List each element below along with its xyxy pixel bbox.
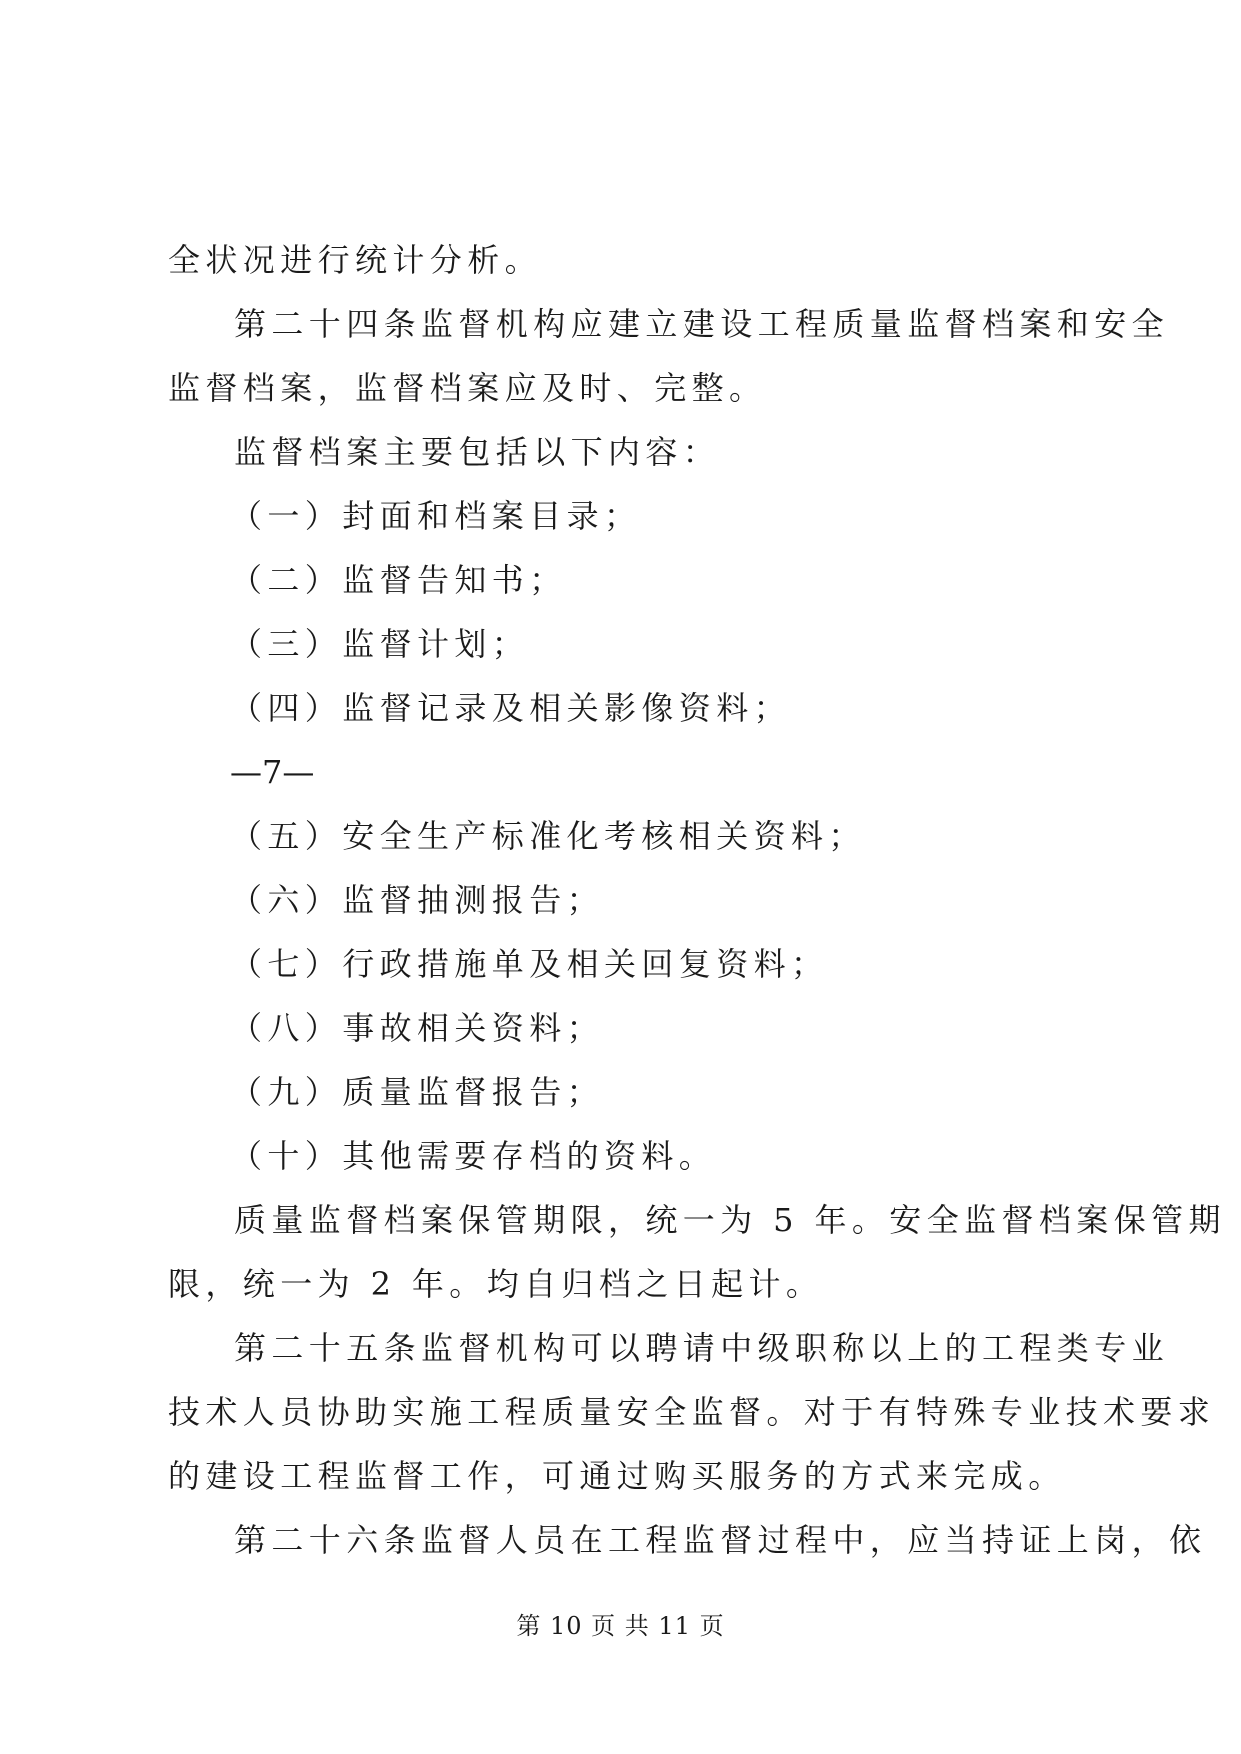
article-26-line-1: 第二十六条监督人员在工程监督过程中，应当持证上岗，依: [234, 1521, 1207, 1559]
list-item-2: （二）监督告知书；: [230, 561, 567, 599]
list-item-9: （九）质量监督报告；: [230, 1073, 605, 1111]
list-intro: 监督档案主要包括以下内容：: [234, 433, 721, 471]
list-item-7: （七）行政措施单及相关回复资料；: [230, 945, 829, 983]
retention-line-1: 质量监督档案保管期限，统一为 5 年。安全监督档案保管期: [234, 1201, 1226, 1239]
list-item-6: （六）监督抽测报告；: [230, 881, 605, 919]
article-24-line-1: 第二十四条监督机构应建立建设工程质量监督档案和安全: [234, 305, 1170, 343]
list-item-3: （三）监督计划；: [230, 625, 530, 663]
list-item-8: （八）事故相关资料；: [230, 1009, 605, 1047]
document-body: [168, 228, 1226, 1572]
list-item-10: （十）其他需要存档的资料。: [230, 1137, 717, 1175]
article-25-line-3: 的建设工程监督工作，可通过购买服务的方式来完成。: [168, 1457, 1066, 1495]
article-25-line-2: 技术人员协助实施工程质量安全监督。对于有特殊专业技术要求: [168, 1393, 1216, 1431]
list-item-5: （五）安全生产标准化考核相关资料；: [230, 817, 866, 855]
list-item-1: （一）封面和档案目录；: [230, 497, 642, 535]
page-footer: 第 10 页 共 11 页: [516, 1612, 725, 1640]
paragraph-line: 全状况进行统计分析。: [168, 241, 543, 279]
article-24-line-2: 监督档案，监督档案应及时、完整。: [168, 369, 767, 407]
article-25-line-1: 第二十五条监督机构可以聘请中级职称以上的工程类专业: [234, 1329, 1170, 1367]
inline-page-number: —7—: [230, 753, 315, 791]
list-item-4: （四）监督记录及相关影像资料；: [230, 689, 792, 727]
retention-line-2: 限，统一为 2 年。均自归档之日起计。: [168, 1265, 824, 1303]
